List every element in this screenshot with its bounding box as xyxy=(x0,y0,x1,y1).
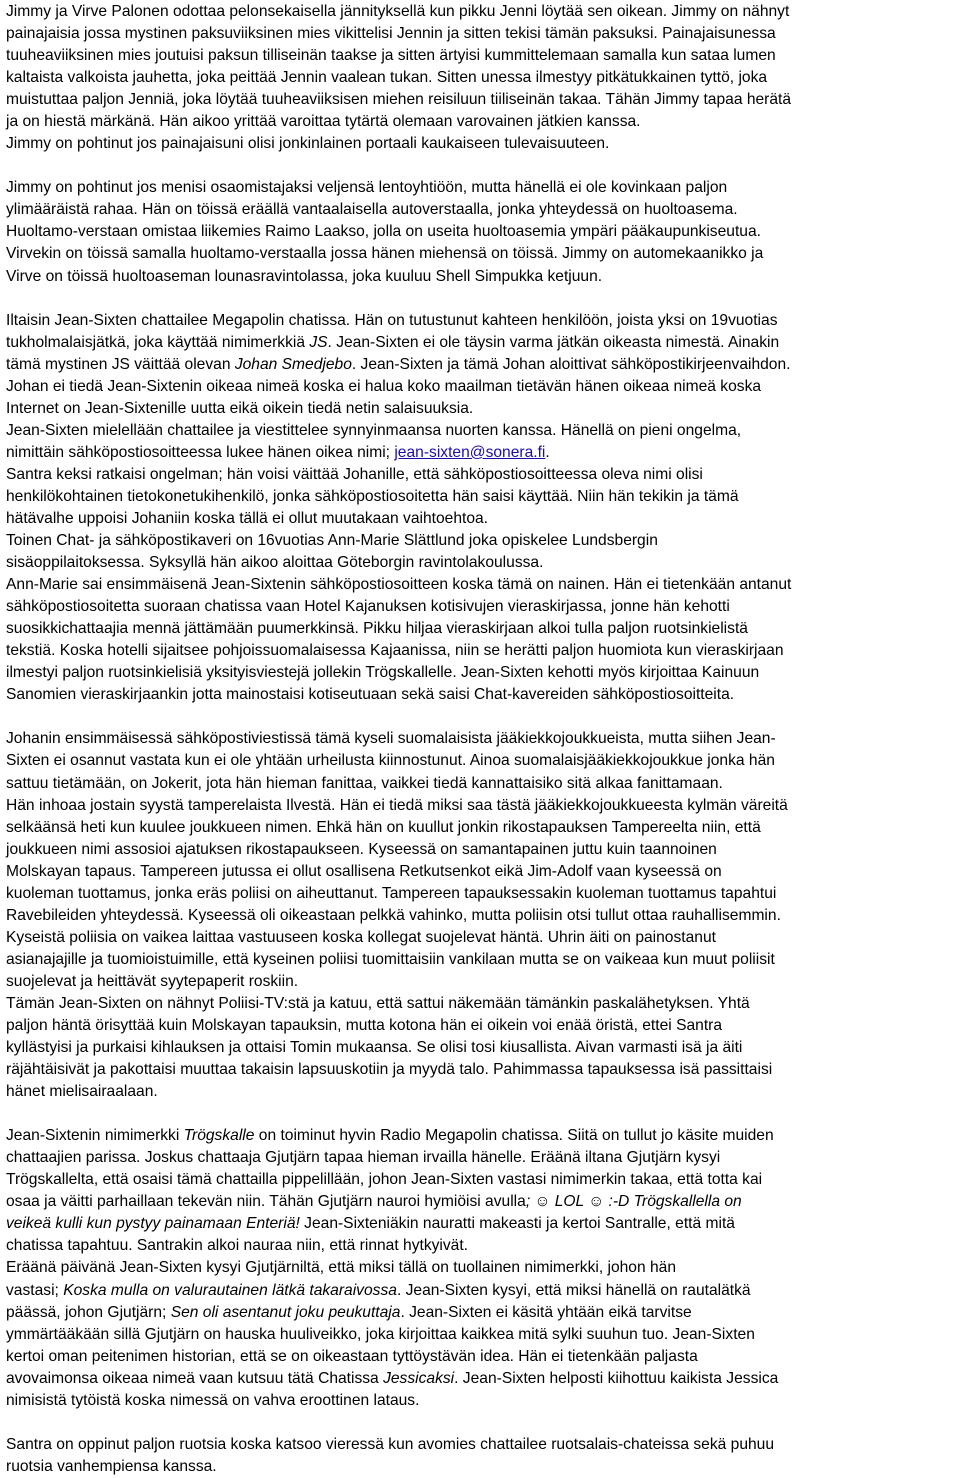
text-run: Santra on oppinut paljon ruotsia koska katsoo vieressä kun avomies chattailee ruotsalais-chateissa sekä puhuu xyxy=(6,1435,775,1453)
text-run: vastasi; xyxy=(6,1281,64,1299)
text-run: kuoleman tuottamus, jonka eräs poliisi on aiheuttanut. Tampereen tapauksessakin kuoleman tuottamus tapahtui xyxy=(6,884,777,902)
text-run: . Jean-Sixten ei ole täysin varma jätkän oikeasta nimestä. Ainakin xyxy=(327,333,780,351)
text-run: Jean-Sixteniäkin nauratti makeasti ja kertoi Santralle, että mitä xyxy=(299,1215,735,1233)
text-line xyxy=(6,640,957,662)
text-run: hänet mielisairaalaan. xyxy=(6,1083,158,1101)
text-line xyxy=(6,266,957,288)
text-line xyxy=(6,1191,957,1213)
italic-text: Koska mulla on valurautainen lätkä takaraivossa xyxy=(63,1281,397,1299)
text-run: räjähtäisivät ja pakottaisi muuttaa takaisin lapsuuskotiin ja myydä talo. Pahimmassa tapauksessa isä passittaisi xyxy=(6,1061,773,1079)
text-line xyxy=(6,89,957,111)
text-run: tämä mystinen JS väittää olevan xyxy=(6,355,235,373)
paragraph xyxy=(6,1,957,155)
text-line xyxy=(6,1235,957,1257)
text-run: tuuheaviiksinen mies joutuisi paksun tilliseinän taakse ja sitten ärtyisi kummittelemaan samalla kun sataa lumen xyxy=(6,47,776,65)
text-line xyxy=(6,618,957,640)
text-run: Sanomien vieraskirjaankin jotta mainostaisi kotiseutuaan sekä saisi Chat-kavereiden sähköpostiosoitteita. xyxy=(6,686,735,704)
text-line xyxy=(6,420,957,442)
text-line xyxy=(6,199,957,221)
paragraph xyxy=(6,177,957,287)
text-line xyxy=(6,1257,957,1279)
text-line xyxy=(6,1280,957,1302)
text-line xyxy=(6,1302,957,1324)
paragraph xyxy=(6,1434,957,1478)
italic-text: Jessicaksi xyxy=(383,1369,455,1387)
italic-text: Sen oli asentanut joku peukuttaja xyxy=(170,1303,401,1321)
text-line xyxy=(6,221,957,243)
text-line xyxy=(6,530,957,552)
text-run: Iltaisin Jean-Sixten chattailee Megapolin chatissa. Hän on tutustunut kahteen henkilöön, joista yksi on 19vuotias xyxy=(6,311,778,329)
text-line xyxy=(6,1434,957,1456)
text-run: Huoltamo-verstaan omistaa liikemies Raimo Laakso, jolla on useita huoltoasemia ympäri pääkaupunkiseutua. xyxy=(6,223,761,241)
text-line xyxy=(6,1,957,23)
text-run: ilmestyi paljon ruotsinkielisiä yksityisviestejä jollekin Trögskallelle. Jean-Sixten kehotti myös kirjoittaa Kainuun xyxy=(6,664,760,682)
text-line xyxy=(6,728,957,750)
text-line xyxy=(6,861,957,883)
text-run: Jean-Sixten mielellään chattailee ja viestittelee synnyinmaansa nuorten kanssa. Hänellä on pieni ongelma, xyxy=(6,421,742,439)
text-run: nimisistä tytöistä koska nimessä on vahva eroottinen lataus. xyxy=(6,1391,420,1409)
text-line xyxy=(6,662,957,684)
text-line xyxy=(6,310,957,332)
text-run: chattaajien parissa. Joskus chattaaja Gjutjärn tapaa hieman irvailla hänelle. Eräänä iltana Gjutjärn kysyi xyxy=(6,1149,721,1167)
text-line xyxy=(6,1169,957,1191)
text-run: Hän inhoaa jostain syystä tamperelaista Ilvestä. Hän ei tiedä miksi saa tästä jääkiekkojoukkueesta kylmän väreitä xyxy=(6,796,788,814)
text-run: . Jean-Sixten ei käsitä yhtään eikä tarvitse xyxy=(400,1303,692,1321)
text-run: Jimmy ja Virve Palonen odottaa pelonsekaisella jännityksellä kun pikku Jenni löytää sen oikean. Jimmy on nähnyt xyxy=(6,3,790,20)
text-line xyxy=(6,398,957,420)
text-run: Ravebileiden yhteydessä. Kyseessä oli oikeastaan pelkkä vahinko, mutta poliisin otsi tullut ottaa rauhallisemmin. xyxy=(6,906,781,924)
text-run: sattuu tietämään, on Jokerit, jota hän hieman fanittaa, vaikkei tiedä kannattaisiko sitä alkaa fanittamaan. xyxy=(6,774,723,792)
italic-text: ; ☺ LOL ☺ :-D Trögskallella on xyxy=(525,1193,742,1211)
text-run: asianajajille ja tuomioistuimille, että kyseinen poliisi tuomittaisiin vankilaan mutta se on vaikeaa kun muut poliisit xyxy=(6,950,775,968)
text-line xyxy=(6,1324,957,1346)
text-line xyxy=(6,442,957,464)
text-run: Kyseistä poliisia on vaikea laittaa vastuuseen koska kollegat suojelevat häntä. Uhrin äiti on painostanut xyxy=(6,928,716,946)
text-line xyxy=(6,927,957,949)
text-run: Johanin ensimmäisessä sähköpostiviestissä tämä kyseli suomalaisista jääkiekkojoukkueista, mutta siihen Jean- xyxy=(6,730,776,748)
text-line xyxy=(6,949,957,971)
text-run: Toinen Chat- ja sähköpostikaveri on 16vuotias Ann-Marie Slättlund joka opiskelee Lundsbergin xyxy=(6,532,658,550)
text-line xyxy=(6,332,957,354)
text-run: . Jean-Sixten kysyi, että miksi hänellä on rautalätkä xyxy=(396,1281,751,1299)
text-run: kertoi oman peitenimen historian, että se on oikeastaan tyttöystävän idea. Hän ei tietenkään paljasta xyxy=(6,1347,698,1365)
text-run: tekstiä. Koska hotelli sijaitsee pohjoissuomalaisessa Kajaanissa, niin se herätti paljon huomiota kun vieraskirjaan xyxy=(6,642,784,660)
text-run: kaltaista valkoista jauhetta, joka peittää Jennin vaalean tukan. Sitten unessa ilmestyy pitkätukkainen tyttö, joka xyxy=(6,69,768,87)
text-line xyxy=(6,574,957,596)
text-line xyxy=(6,354,957,376)
text-run: avovaimonsa oikeaa nimeä vaan kutsuu tätä Chatissa xyxy=(6,1369,384,1387)
text-line xyxy=(6,111,957,133)
text-line xyxy=(6,508,957,530)
text-line xyxy=(6,376,957,398)
text-run: kyllästyisi ja purkaisi kihlauksen ja ottaisi Tomin mukaansa. Se olisi tosi kiusallista. Aivan varmasti isä ja äiti xyxy=(6,1039,743,1057)
text-run: on toiminut hyvin Radio Megapolin chatissa. Siitä on tullut jo käsite muiden xyxy=(254,1127,774,1145)
text-run: joukkueen nimi assosioi ajatuksen rikostapaukseen. Kyseessä on samantapainen juttu kuin taannoinen xyxy=(6,840,717,858)
text-line xyxy=(6,750,957,772)
text-run: sähköpostiosoitetta suoraan chatissa vaan Hotel Kajanuksen kotisivujen vieraskirjassa, jonne hän kehotti xyxy=(6,598,730,616)
text-run: Virve on töissä huoltoaseman lounasravintolassa, joka kuuluu Shell Simpukka ketjuun. xyxy=(6,267,603,285)
text-run: Tämän Jean-Sixten on nähnyt Poliisi-TV:stä ja katuu, että sattui näkemään tämänkin paskalähetyksen. Yhtä xyxy=(6,994,750,1012)
text-line xyxy=(6,1147,957,1169)
text-line xyxy=(6,1015,957,1037)
text-run: Jean-Sixtenin nimimerkki xyxy=(6,1127,184,1145)
text-line xyxy=(6,971,957,993)
text-line xyxy=(6,23,957,45)
text-line xyxy=(6,817,957,839)
text-run: Internet on Jean-Sixtenille uutta eikä oikein tiedä netin salaisuuksia. xyxy=(6,399,474,417)
text-run: Molskayan tapaus. Tampereen jutussa ei ollut osallisena Retkutsenkot eikä Jim-Adolf vaan kyseessä on xyxy=(6,862,722,880)
text-run: Jimmy on pohtinut jos painajaisuni olisi jonkinlainen portaali kaukaiseen tulevaisuuteen. xyxy=(6,135,610,153)
italic-text: veikeä kulli kun pystyy painamaan Enteriä! xyxy=(6,1215,300,1233)
text-line xyxy=(6,839,957,861)
text-line xyxy=(6,1346,957,1368)
text-run: päässä, johon Gjutjärn; xyxy=(6,1303,171,1321)
text-run: muistuttaa paljon Jenniä, joka löytää tuuheaviiksisen miehen reisiluun tiiliseinän takaa. Tähän Jimmy tapaa herätä xyxy=(6,91,792,109)
text-line xyxy=(6,177,957,199)
text-line xyxy=(6,1456,957,1478)
text-run: selkäänsä heti kun kuulee joukkueen nimen. Ehkä hän on kuullut jonkin rikostapauksen Tampereelta niin, että xyxy=(6,818,761,836)
text-line xyxy=(6,905,957,927)
text-run: ruotsia vanhempiensa kanssa. xyxy=(6,1457,217,1475)
text-line xyxy=(6,45,957,67)
text-line xyxy=(6,552,957,574)
text-line xyxy=(6,1125,957,1147)
text-run: henkilökohtainen tietokonetukihenkilö, jonka sähköpostiosoitetta hän saisi käyttää. Niin hän tekikin ja tämä xyxy=(6,487,739,505)
text-line xyxy=(6,1037,957,1059)
email-link[interactable]: jean-sixten@sonera.fi xyxy=(394,443,546,461)
text-line xyxy=(6,883,957,905)
text-line xyxy=(6,133,957,155)
text-run: . xyxy=(545,443,550,461)
text-run: Jimmy on pohtinut jos menisi osaomistajaksi veljensä lentoyhtiöön, mutta hänellä ei ole kovinkaan paljon xyxy=(6,179,728,197)
text-run: Santra keksi ratkaisi ongelman; hän voisi väittää Johanille, että sähköpostiosoitteessa oleva nimi olisi xyxy=(6,465,703,483)
text-run: sisäoppilaitoksessa. Syksyllä hän aikoo aloittaa Göteborgin ravintolakoulussa. xyxy=(6,554,544,572)
text-line xyxy=(6,993,957,1015)
paragraph xyxy=(6,728,957,1103)
text-run: . Jean-Sixten helposti kiihottuu kaikista Jessica xyxy=(454,1369,779,1387)
text-run: . Jean-Sixten ja tämä Johan aloittivat sähköpostikirjeenvaihdon. xyxy=(351,355,791,373)
paragraph xyxy=(6,310,957,707)
text-run: Ann-Marie sai ensimmäisenä Jean-Sixtenin sähköpostiosoitteen koska tämä on nainen. Hän ei tietenkään antanut xyxy=(6,576,792,594)
text-run: suojelevat ja heittävät syytepaperit roskiin. xyxy=(6,972,299,990)
text-run: hätävalhe uppoisi Johaniin koska tällä ei ollut muutakaan vaihtoehtoa. xyxy=(6,509,488,527)
text-run: ymmärtääkään sillä Gjutjärn on hauska huuliveikko, joka kirjoittaa kaikkea mitä sylki suuhun tuo. Jean-Sixten xyxy=(6,1325,755,1343)
text-line xyxy=(6,596,957,618)
text-line xyxy=(6,795,957,817)
text-run: Sixten ei osannut vastata kun ei ole yhtään urheilusta kiinnostunut. Ainoa suomalaisjääkiekkojoukkue jonka hän xyxy=(6,752,775,770)
text-line xyxy=(6,1081,957,1103)
text-line xyxy=(6,1390,957,1412)
paragraph xyxy=(6,1125,957,1412)
text-run: ylimääräistä rahaa. Hän on töissä eräällä vantaalaisella autoverstaalla, jonka yhteydessä on huoltoasema. xyxy=(6,201,738,219)
text-run: Trögskallelta, että osaisi tämä chattailla pippelillään, johon Jean-Sixten vastasi nimimerkin takaa, että totta kai xyxy=(6,1171,763,1189)
text-run: chatissa tapahtuu. Santrakin alkoi nauraa niin, että rinnat hytkyivät. xyxy=(6,1237,469,1255)
text-line xyxy=(6,1059,957,1081)
text-run: osaa ja väitti parhaillaan tekevän niin. Tähän Gjutjärn nauroi hymiöisi avulla xyxy=(6,1193,526,1211)
text-line xyxy=(6,464,957,486)
italic-text: Johan Smedjebo xyxy=(234,355,352,373)
text-run: suosikkichattaajia mennä jättämään puumerkkinsä. Pikku hiljaa vieraskirjaan alkoi tulla paljon ruotsinkielistä xyxy=(6,620,748,638)
text-run: Johan ei tiedä Jean-Sixtenin oikeaa nimeä koska ei halua koko maailman tietävän hänen oikeaa nimeä koska xyxy=(6,377,762,395)
text-line xyxy=(6,243,957,265)
italic-text: JS xyxy=(309,333,328,351)
text-line xyxy=(6,486,957,508)
text-line xyxy=(6,67,957,89)
text-line xyxy=(6,684,957,706)
text-run: Virvekin on töissä samalla huoltamo-verstaalla jossa hänen miehensä on töissä. Jimmy on automekaanikko ja xyxy=(6,245,764,263)
text-line xyxy=(6,1213,957,1235)
text-line xyxy=(6,1368,957,1390)
text-run: ja on hiestä märkänä. Hän aikoo yrittää varoittaa tytärtä olemaan varovainen jätkien kanssa. xyxy=(6,113,641,131)
text-run: nimittäin sähköpostiosoitteessa lukee hänen oikea nimi; xyxy=(6,443,395,461)
text-run: tukholmalaisjätkä, joka käyttää nimimerkkiä xyxy=(6,333,310,351)
text-line xyxy=(6,773,957,795)
text-run: Eräänä päivänä Jean-Sixten kysyi Gjutjärniltä, että miksi tällä on tuollainen nimimerkki, johon hän xyxy=(6,1259,677,1277)
text-run: paljon häntä örisyttää kuin Molskayan tapauksin, mutta kotona hän ei oikein voi enää öristä, ettei Santra xyxy=(6,1017,723,1035)
text-run: painajaisia jossa mystinen paksuviiksinen mies vikittelisi Jennin ja sitten tekisi tämän paksuksi. Painajaisunessa xyxy=(6,25,776,43)
italic-text: Trögskalle xyxy=(183,1127,255,1145)
